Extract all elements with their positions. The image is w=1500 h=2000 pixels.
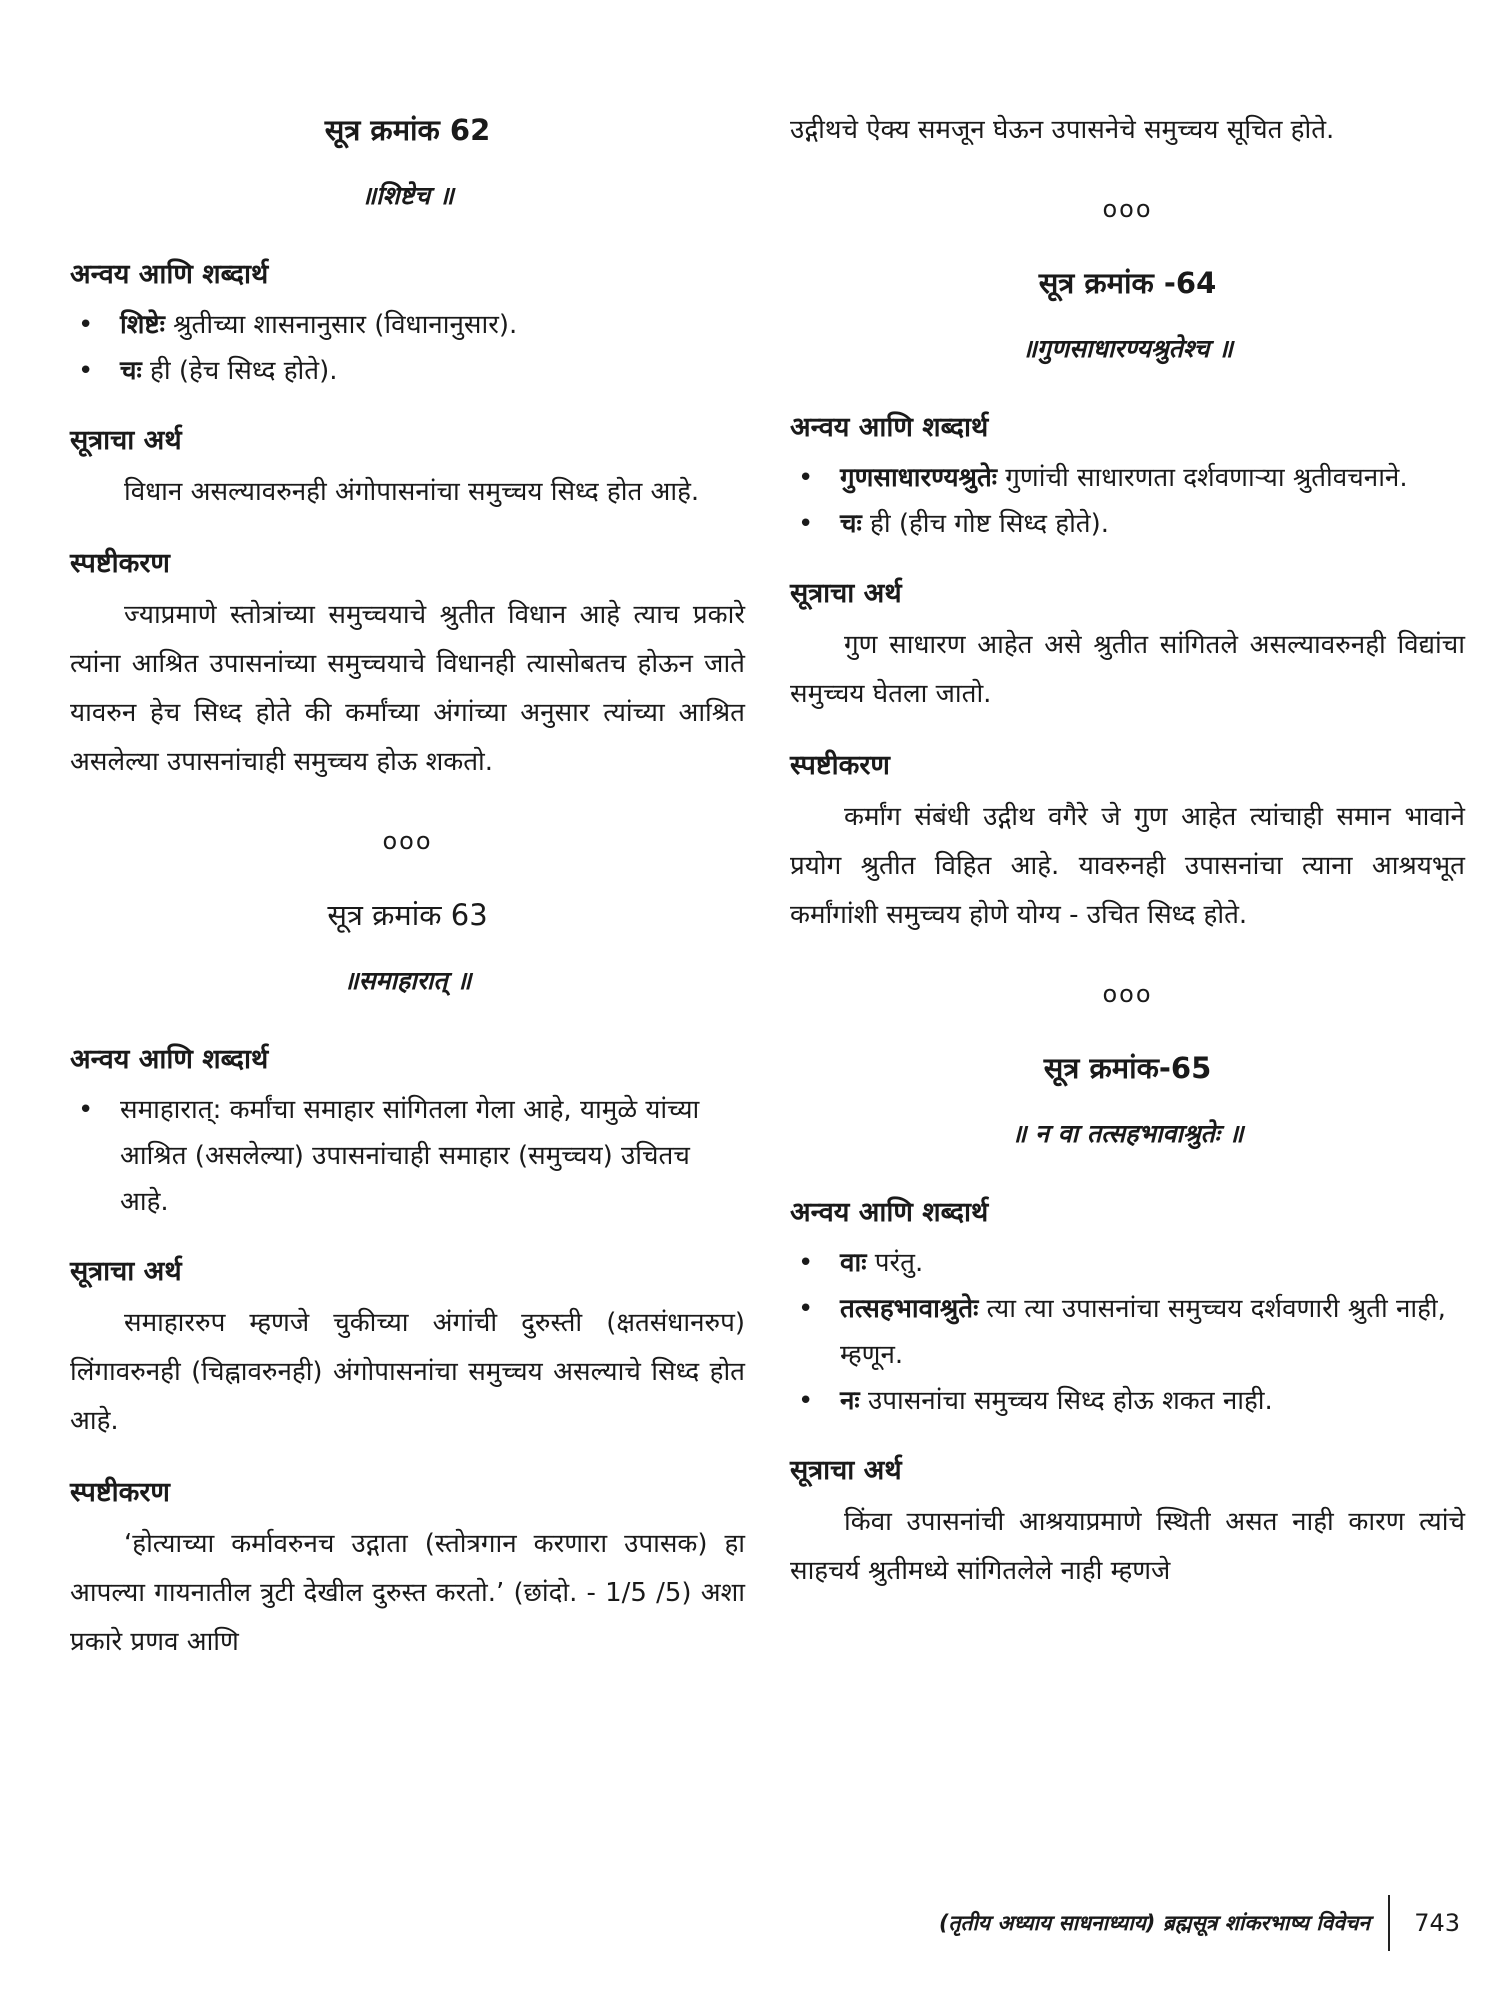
sutra-63-anvay-heading: अन्वय आणि शब्दार्थ: [70, 1044, 269, 1075]
term-word: गुणसाधारण्यश्रुतेः: [840, 463, 998, 493]
term-meaning: श्रुतीच्या शासनानुसार (विधानानुसार).: [164, 310, 518, 340]
sutra-64-spashtikaran-text: कर्मांग संबंधी उद्गीथ वगैरे जे गुण आहेत त्यांचाही समान भावाने प्रयोग श्रुतीत विहित आहे. यावरुनही उपासनांचा त्याना आश्रयभूत कर्मांगांशी समुच्चय होणे योग्य - उचित सिध्द होते.: [790, 802, 1465, 930]
term-word: चः: [840, 509, 862, 539]
sutra-62-anvay-heading: अन्वय आणि शब्दार्थ: [70, 259, 269, 290]
sutra-63-artha-text: समाहाररुप म्हणजे चुकीच्या अंगांची दुरुस्ती (क्षतसंधानरुप) लिंगावरुनही (चिह्नावरुनही) अंगोपासनांचा समुच्चय असल्याचे सिध्द होत आहे.: [70, 1308, 745, 1436]
term-meaning: परंतु.: [866, 1248, 924, 1278]
term-item: [70, 348, 745, 394]
right-column: [790, 110, 1465, 1596]
sutra-63-spashtikaran-heading: स्पष्टीकरण: [70, 1477, 170, 1508]
term-meaning: गुणांची साधारणता दर्शवणाऱ्या श्रुतीवचनाने.: [997, 463, 1408, 493]
term-meaning: समाहारात्: कर्मांचा समाहार सांगितला गेला आहे, यामुळे यांच्या आश्रित (असलेल्या) उपासनांचाही समाहार (समुच्चय) उचितच आहे.: [120, 1095, 700, 1217]
term-item: [790, 1240, 1465, 1286]
sutra-65-artha-text: किंवा उपासनांची आश्रयाप्रमाणे स्थिती असत नाही कारण त्यांचे साहचर्य श्रुतीमध्ये सांगितलेले नाही म्हणजे: [790, 1507, 1465, 1586]
section-divider: ooo: [1102, 980, 1153, 1008]
section-divider: ooo: [382, 827, 433, 855]
term-meaning: उपासनांचा समुच्चय सिध्द होऊ शकत नाही.: [859, 1386, 1273, 1416]
bullet-icon: •: [798, 509, 814, 539]
sutra-62-text: ॥शिष्टेच ॥: [361, 181, 454, 210]
term-meaning: ही (हेच सिध्द होते).: [141, 356, 338, 386]
bullet-icon: •: [798, 463, 814, 493]
term-word: शिष्टेः: [120, 310, 165, 340]
section-divider: ooo: [1102, 195, 1153, 223]
sutra-65-terms: [790, 1240, 1465, 1424]
sutra-63-spashtikaran-text: ‘होत्याच्या कर्मावरुनच उद्गाता (स्तोत्रगान करणारा उपासक) हा आपल्या गायनातील त्रुटी देखील दुरुस्त करतो.’ (छांदो. - 1/5 /5) अशा प्रकारे प्रणव आणि: [70, 1529, 745, 1657]
term-item: [790, 455, 1465, 501]
term-word: वाः: [840, 1248, 867, 1278]
footer-divider: [1388, 1895, 1390, 1951]
left-column: [70, 110, 745, 1667]
sutra-62-spashtikaran-heading: स्पष्टीकरण: [70, 548, 170, 579]
bullet-icon: •: [78, 1095, 94, 1125]
sutra-62-spashtikaran-text: ज्याप्रमाणे स्तोत्रांच्या समुच्चयाचे श्रुतीत विधान आहे त्याच प्रकारे त्यांना आश्रित उपासनांच्या समुच्चयाचे विधानही त्यासोबतच होऊन जाते यावरुन हेच सिध्द होते की कर्मांच्या अंगांच्या अनुसार त्यांच्या आश्रित असलेल्या उपासनांचाही समुच्चय होऊ शकतो.: [70, 600, 745, 777]
sutra-62-artha-heading: सूत्राचा अर्थ: [70, 425, 182, 456]
sutra-64-title: सूत्र क्रमांक -64: [1038, 266, 1217, 300]
term-word: नः: [840, 1386, 860, 1416]
sutra-64-terms: [790, 455, 1465, 547]
sutra-64-artha-heading: सूत्राचा अर्थ: [790, 578, 902, 609]
term-item: [790, 1378, 1465, 1424]
sutra-64-artha-text: गुण साधारण आहेत असे श्रुतीत सांगितले असल्यावरुनही विद्यांचा समुच्चय घेतला जातो.: [790, 630, 1465, 709]
sutra-63-artha-heading: सूत्राचा अर्थ: [70, 1256, 182, 1287]
sutra-62-terms: [70, 302, 745, 394]
term-item: [790, 501, 1465, 547]
continuation-text: उद्गीथचे ऐक्य समजून घेऊन उपासनेचे समुच्चय सूचित होते.: [790, 115, 1335, 145]
bullet-icon: •: [798, 1386, 814, 1416]
sutra-63-title: सूत्र क्रमांक 63: [327, 898, 488, 932]
sutra-64-text: ॥गुणसाधारण्यश्रुतेश्च ॥: [1021, 334, 1234, 363]
page-footer: [790, 1895, 1490, 1955]
sutra-62-title: सूत्र क्रमांक 62: [324, 113, 491, 147]
sutra-65-anvay-heading: अन्वय आणि शब्दार्थ: [790, 1197, 989, 1228]
term-word: चः: [120, 356, 142, 386]
bullet-icon: •: [798, 1294, 814, 1324]
bullet-icon: •: [798, 1248, 814, 1278]
term-item: [70, 302, 745, 348]
sutra-64-spashtikaran-heading: स्पष्टीकरण: [790, 750, 890, 781]
sutra-62-artha-text: विधान असल्यावरुनही अंगोपासनांचा समुच्चय सिध्द होत आहे.: [124, 477, 700, 507]
sutra-63-terms: [70, 1087, 745, 1225]
page-number: 743: [1414, 1909, 1460, 1937]
sutra-65-text: ॥ न वा तत्सहभावाश्रुतेः ॥: [1011, 1119, 1244, 1148]
term-item: [70, 1087, 745, 1225]
bullet-icon: •: [78, 310, 94, 340]
term-meaning: ही (हीच गोष्ट सिध्द होते).: [861, 509, 1110, 539]
sutra-64-anvay-heading: अन्वय आणि शब्दार्थ: [790, 412, 989, 443]
sutra-65-artha-heading: सूत्राचा अर्थ: [790, 1455, 902, 1486]
running-footer-title: (तृतीय अध्याय साधनाध्याय) ब्रह्मसूत्र शांकरभाष्य विवेचन: [938, 1911, 1370, 1935]
sutra-63-text: ॥समाहारात् ॥: [343, 966, 472, 995]
term-meaning: त्या त्या उपासनांचा समुच्चय दर्शवणारी श्रुती नाही, म्हणून.: [840, 1294, 1446, 1370]
bullet-icon: •: [78, 356, 94, 386]
term-item: [790, 1286, 1465, 1378]
term-word: तत्सहभावाश्रुतेः: [840, 1294, 979, 1324]
sutra-65-title: सूत्र क्रमांक-65: [1043, 1051, 1212, 1085]
